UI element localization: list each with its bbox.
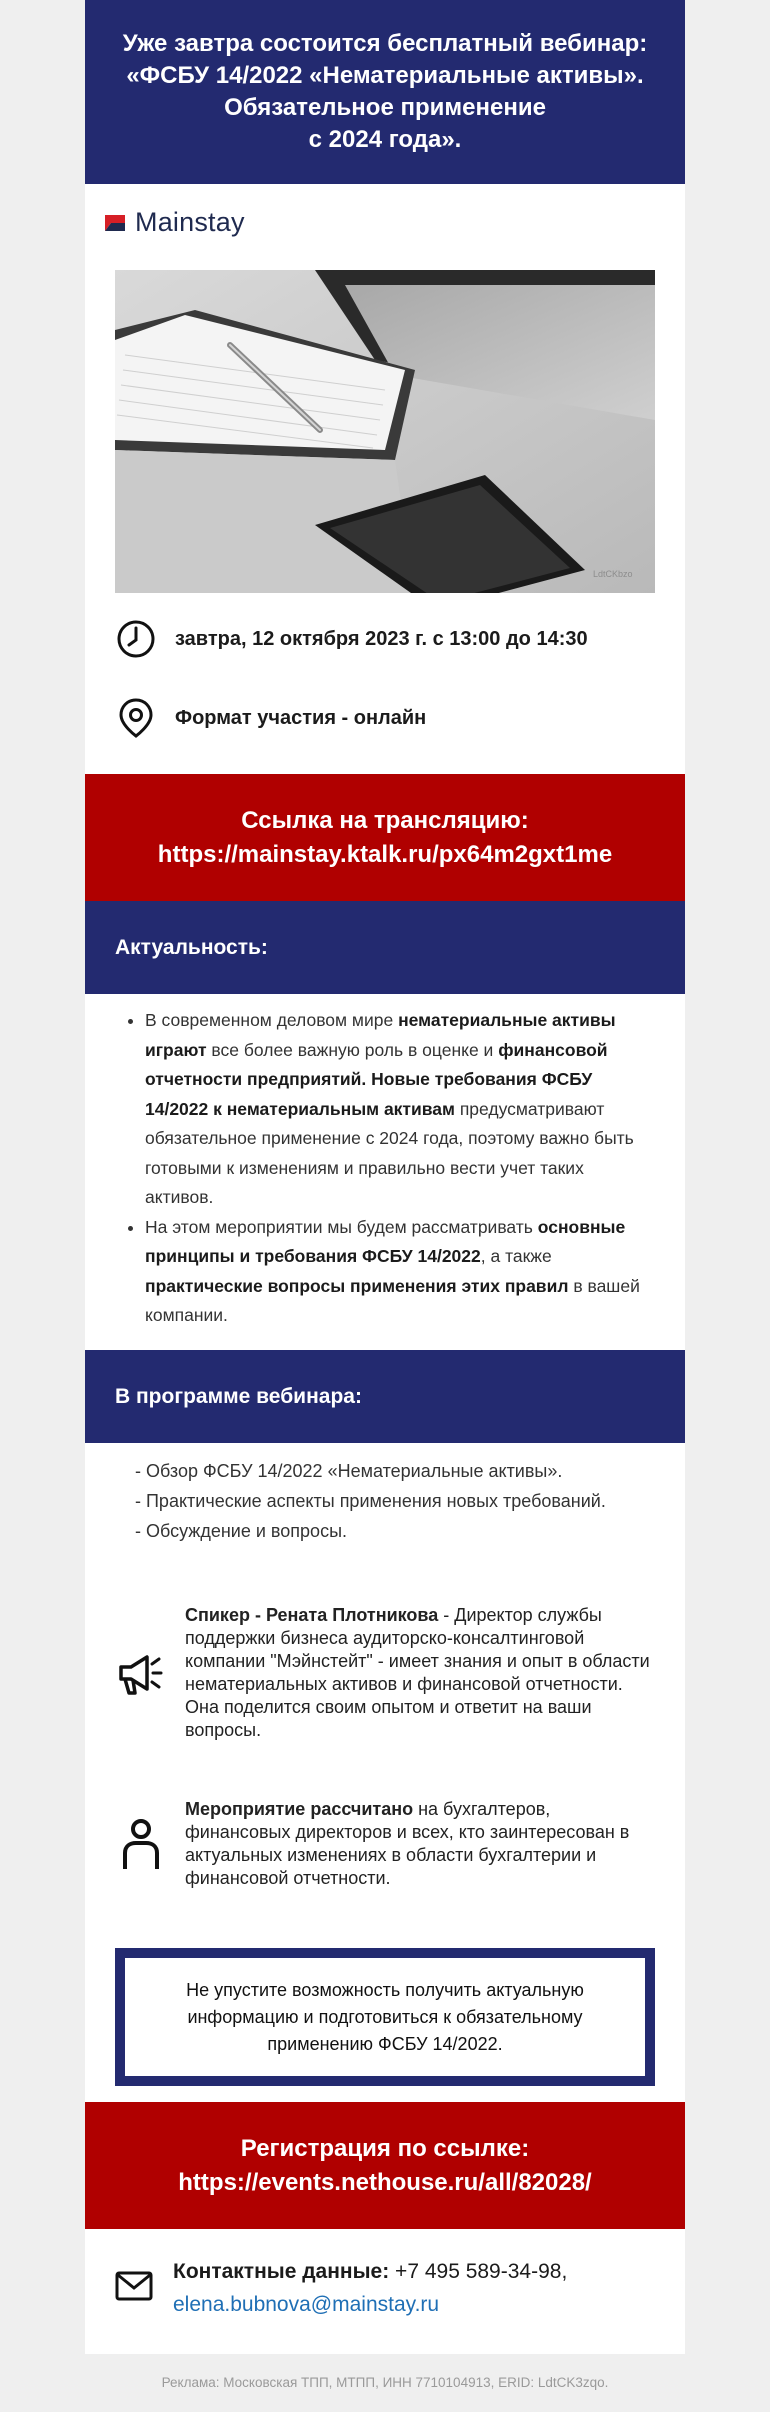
brand-logo[interactable] <box>103 207 245 238</box>
header-banner <box>85 0 685 184</box>
relevance-title: Актуальность: <box>115 935 268 959</box>
program-heading-band <box>85 1350 685 1443</box>
speaker-block <box>115 1604 655 1742</box>
mail-icon <box>115 2270 153 2307</box>
registration-link-banner[interactable] <box>85 2102 685 2229</box>
program-list <box>135 1456 606 1546</box>
speaker-text: Спикер - Рената Плотникова - Директор службы поддержки бизнеса аудиторско-консалтинговой компании "Мэйнстейт" - имеет знания и опыт в области нематериальных активов и финансовой отчетности. Она поделится своим опытом и ответит на ваши вопросы. <box>185 1605 650 1740</box>
contact-phone[interactable]: +7 495 589-34-98, <box>389 2260 568 2283</box>
relevance-list <box>115 1006 655 1331</box>
list-item: - Обзор ФСБУ 14/2022 «Нематериальные активы». <box>135 1461 563 1481</box>
list-item: • На этом мероприятии мы будем рассматривать основные принципы и требования ФСБУ 14/2022, а также практические вопросы применения этих правил в вашей компании. <box>145 1213 655 1331</box>
contact-label: Контактные данные: <box>173 2260 390 2283</box>
logo-icon <box>103 213 127 233</box>
registration-label: Регистрация по ссылке: <box>240 2134 530 2162</box>
contact-email-link[interactable]: elena.bubnova@mainstay.ru <box>173 2293 440 2316</box>
email-container <box>85 0 685 2412</box>
audience-block <box>115 1798 655 1890</box>
logo-wordmark: Mainstay <box>135 207 245 237</box>
notice-text: Не упустите возможность получить актуальную информацию и подготовиться к обязательному применению ФСБУ 14/2022. <box>186 1979 584 2054</box>
registration-url-link[interactable]: https://events.nethouse.ru/all/82028/ <box>178 2168 592 2196</box>
list-item: - Обсуждение и вопросы. <box>135 1521 348 1541</box>
megaphone-icon <box>115 1649 167 1697</box>
header-title: Уже завтра состоится бесплатный вебинар: «ФСБУ 14/2022 «Нематериальные активы». Обязательное применение с 2024 года». <box>122 30 648 153</box>
relevance-heading-band <box>85 901 685 994</box>
ad-footer-text: Реклама: Московская ТПП, МТПП, ИНН 7710104913, ERID: LdtCK3zqo. <box>161 2375 609 2390</box>
broadcast-url-link[interactable]: https://mainstay.ktalk.ru/px64m2gxt1me <box>157 840 613 868</box>
photo-watermark: LdtCKbzo <box>593 569 633 579</box>
broadcast-label: Ссылка на трансляцию: <box>241 806 529 834</box>
event-format-row <box>115 697 426 739</box>
broadcast-link-banner[interactable] <box>85 774 685 901</box>
contact-text <box>173 2255 567 2321</box>
list-item: • В современном деловом мире нематериальные активы играют все более важную роль в оценке и финансовой отчетности предприятий. Новые требования ФСБУ 14/2022 к нематериальным активам предусматривают обязательное применение с 2024 года, поэтому важно быть готовыми к изменениям и правильно вести учет таких активов. <box>145 1006 655 1213</box>
person-icon <box>115 1817 167 1871</box>
hero-image <box>115 270 655 593</box>
program-title: В программе вебинара: <box>115 1384 362 1408</box>
event-date-text: завтра, 12 октября 2023 г. с 13:00 до 14:30 <box>175 627 588 650</box>
notice-box <box>115 1948 655 2086</box>
location-pin-icon <box>115 697 157 739</box>
event-date-row <box>115 618 588 660</box>
clock-icon <box>115 618 157 660</box>
list-item: - Практические аспекты применения новых требований. <box>135 1491 606 1511</box>
event-format-text: Формат участия - онлайн <box>175 706 427 729</box>
contact-row <box>115 2255 567 2321</box>
audience-text: Мероприятие рассчитано на бухгалтеров, финансовых директоров и всех, кто заинтересован в актуальных изменениях в области бухгалтерии и финансовой отчетности. <box>185 1799 630 1888</box>
